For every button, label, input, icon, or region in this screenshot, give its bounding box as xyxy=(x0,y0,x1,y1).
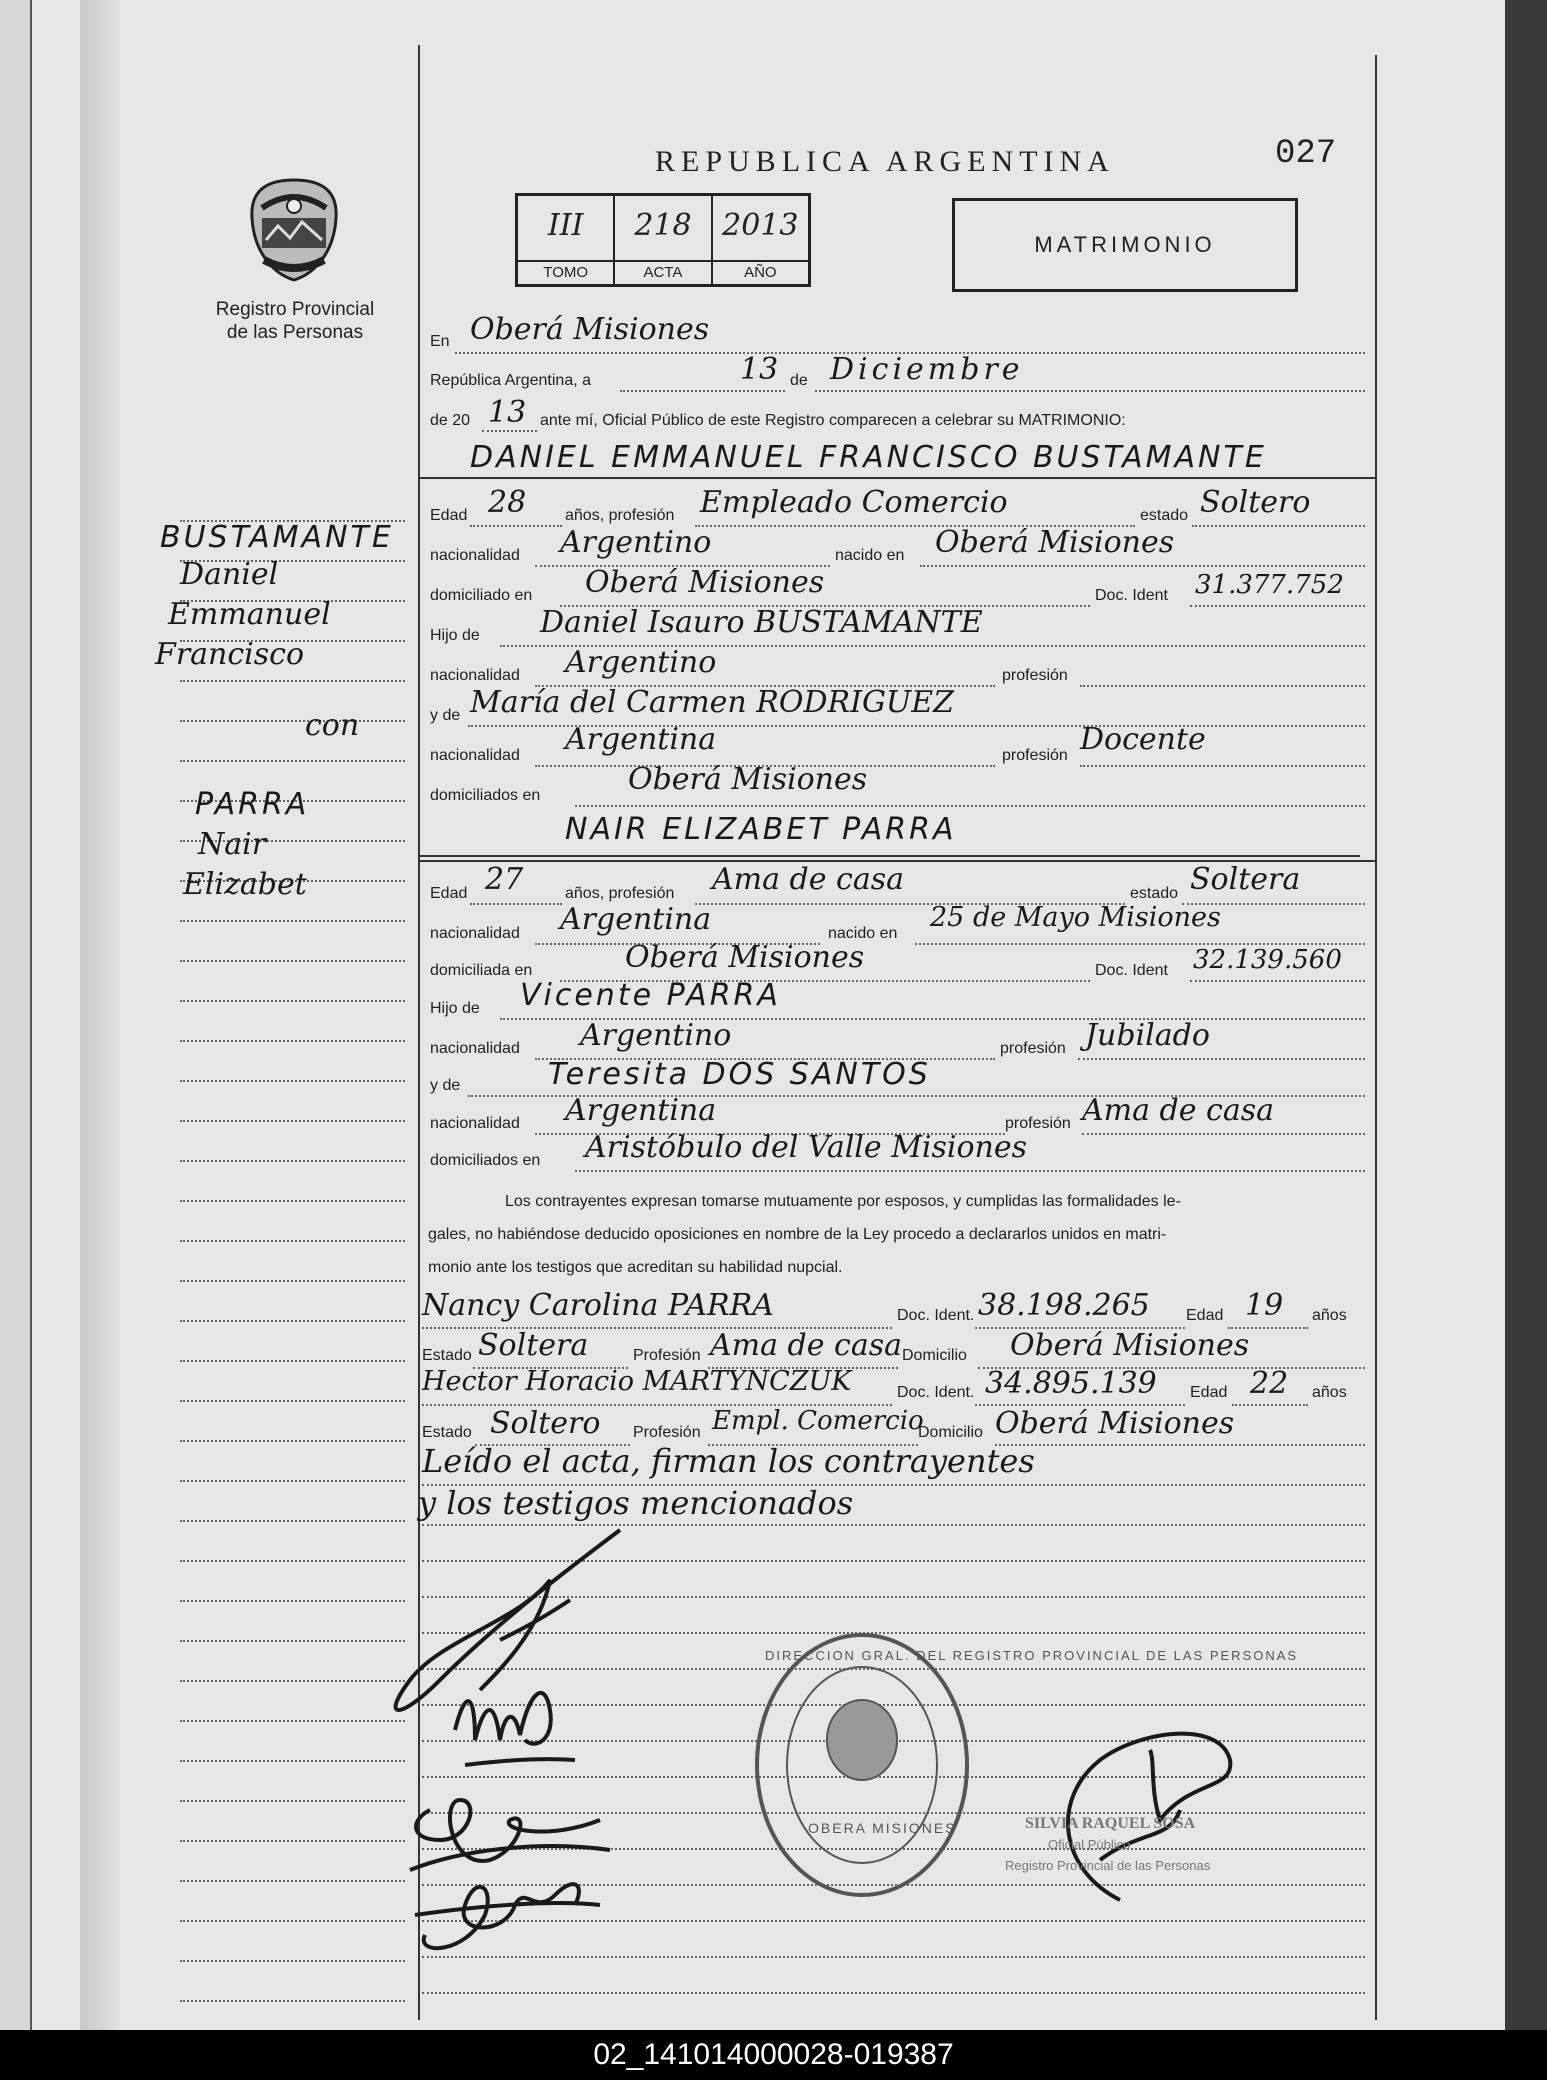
margin-line xyxy=(180,1160,405,1162)
witness2-age: 22 xyxy=(1250,1366,1289,1401)
margin-line xyxy=(180,1920,405,1922)
stamp-ring-text: DIRECCION GRAL. DEL REGISTRO PROVINCIAL DE LAS PERSONAS xyxy=(765,1648,1299,1663)
bride-profession: Ama de casa xyxy=(712,862,904,897)
registry-label-line1: Registro Provincial xyxy=(215,299,375,320)
ante-text: ante mí, Oficial Público de este Registro comparecen a celebrar su MATRIMONIO: xyxy=(540,412,1126,429)
margin-line xyxy=(180,920,405,922)
margin-line xyxy=(180,680,405,682)
groom-birthplace: Oberá Misiones xyxy=(935,525,1175,560)
month-value: Diciembre xyxy=(830,352,1024,387)
margin-note-line4: Francisco xyxy=(155,637,305,672)
fill-line xyxy=(1080,765,1365,767)
officer-stamp-title: Oficial Público xyxy=(1048,1837,1131,1852)
closing-line1: Leído el acta, firman los contrayentes xyxy=(422,1442,1035,1480)
fill-line xyxy=(470,525,562,527)
witness1-profession: Ama de casa xyxy=(710,1328,902,1363)
margin-line xyxy=(180,1320,405,1322)
bride-birthplace: 25 de Mayo Misiones xyxy=(930,902,1221,933)
bride-doc-label: Doc. Ident xyxy=(1095,962,1168,979)
groom-full-name: DANIEL EMMANUEL FRANCISCO BUSTAMANTE xyxy=(470,440,1267,475)
groom-domiciliado-label: domiciliado en xyxy=(430,587,533,604)
bride-nacido-label: nacido en xyxy=(828,925,898,942)
previous-page-edge xyxy=(0,0,32,2030)
fill-line xyxy=(482,430,537,432)
anio-value: 2013 xyxy=(722,208,799,243)
witness2-estado-label: Estado xyxy=(422,1424,472,1441)
declaration-line3: monio ante los testigos que acreditan su habilidad nupcial. xyxy=(428,1259,843,1276)
groom-mother: María del Carmen RODRIGUEZ xyxy=(470,685,954,720)
bride-age: 27 xyxy=(485,862,524,897)
witness1-estado-label: Estado xyxy=(422,1347,472,1364)
witness1-doc-label: Doc. Ident. xyxy=(897,1307,975,1324)
next-page-edge xyxy=(1505,0,1547,2030)
bride-anios-profesion-label: años, profesión xyxy=(565,885,675,902)
groom-nationality: Argentino xyxy=(560,525,712,560)
acta-cell xyxy=(615,196,712,284)
margin-line xyxy=(180,1720,405,1722)
margin-line xyxy=(180,1760,405,1762)
margin-line xyxy=(180,1200,405,1202)
fill-line xyxy=(1080,685,1365,687)
groom-parents-domicile: Oberá Misiones xyxy=(628,762,868,797)
bride-father: Vicente PARRA xyxy=(520,978,781,1013)
groom-mother-prof-label: profesión xyxy=(1002,747,1068,764)
groom-anios-profesion-label: años, profesión xyxy=(565,507,675,524)
fill-line xyxy=(920,565,1365,567)
groom-mother-nationality: Argentina xyxy=(565,722,717,757)
groom-parents-dom-label: domiciliados en xyxy=(430,787,541,804)
margin-note-line6: PARRA xyxy=(195,787,310,822)
bride-domiciliada-label: domiciliada en xyxy=(430,962,533,979)
fill-line xyxy=(620,390,785,392)
bride-domicile: Oberá Misiones xyxy=(625,940,865,975)
bride-name-line xyxy=(420,855,1360,857)
anio-cell xyxy=(713,196,808,284)
bride-edad-label: Edad xyxy=(430,885,468,902)
fill-line xyxy=(470,903,562,905)
anio-label: AÑO xyxy=(713,260,808,284)
acta-value: 218 xyxy=(634,208,692,243)
groom-yde-label: y de xyxy=(430,707,461,724)
bride-father-prof-label: profesión xyxy=(1000,1040,1066,1057)
bride-parents-domicile: Aristóbulo del Valle Misiones xyxy=(585,1130,1028,1165)
officer-stamp-registry: Registro Provincial de las Personas xyxy=(1005,1858,1211,1873)
day-value: 13 xyxy=(740,352,779,387)
registration-box xyxy=(515,193,811,287)
sig-line xyxy=(422,1992,1365,1994)
groom-name-line xyxy=(420,477,1375,479)
place-value: Oberá Misiones xyxy=(470,312,710,347)
groom-nacionalidad-label: nacionalidad xyxy=(430,547,520,564)
margin-line xyxy=(180,1840,405,1842)
witness1-domicilio-label: Domicilio xyxy=(902,1347,967,1364)
groom-father-prof-label: profesión xyxy=(1002,667,1068,684)
registry-label-line2: de las Personas xyxy=(226,322,364,343)
bride-yde-label: y de xyxy=(430,1077,461,1094)
groom-mother-nat-label: nacionalidad xyxy=(430,747,520,764)
de-label: de xyxy=(790,372,808,389)
fill-line xyxy=(995,1444,1365,1446)
witness2-anios-label: años xyxy=(1312,1384,1347,1401)
margin-line xyxy=(180,2000,405,2002)
margin-line xyxy=(180,1280,405,1282)
margin-line xyxy=(180,1400,405,1402)
page-number: 027 xyxy=(1275,135,1337,173)
margin-note-line7: Nair xyxy=(198,827,267,862)
fill-line xyxy=(1232,1404,1308,1406)
groom-doc: 31.377.752 xyxy=(1195,570,1344,600)
groom-civil-status: Soltero xyxy=(1200,485,1311,520)
fill-line xyxy=(1190,605,1365,607)
margin-line xyxy=(180,1680,405,1682)
stamp-center-text: OBERA MISIONES xyxy=(808,1820,957,1836)
republica-label: República Argentina, a xyxy=(430,372,591,389)
bride-civil-status: Soltera xyxy=(1190,862,1301,897)
margin-line xyxy=(180,1880,405,1882)
page-gutter xyxy=(80,0,120,2030)
tomo-value: III xyxy=(547,208,584,243)
bride-father-nationality: Argentino xyxy=(580,1018,732,1053)
bride-estado-label: estado xyxy=(1130,885,1179,902)
fill-line xyxy=(815,390,1365,392)
bride-hijo-label: Hijo de xyxy=(430,1000,480,1017)
bride-father-profession: Jubilado xyxy=(1085,1018,1210,1053)
fill-line xyxy=(1190,980,1365,982)
witness2-doc: 34.895.139 xyxy=(985,1366,1157,1401)
bride-mother-profession: Ama de casa xyxy=(1082,1093,1274,1128)
groom-age: 28 xyxy=(488,485,527,520)
witness1-anios-label: años xyxy=(1312,1307,1347,1324)
margin-line xyxy=(180,1240,405,1242)
witness1-profesion-label: Profesión xyxy=(633,1347,701,1364)
margin-note-surname: BUSTAMANTE xyxy=(160,520,394,555)
fill-line xyxy=(1082,1133,1365,1135)
margin-note-line3: Emmanuel xyxy=(168,597,331,632)
provincial-seal-logo xyxy=(248,178,340,282)
groom-father: Daniel Isauro BUSTAMANTE xyxy=(540,605,983,640)
witness1-age: 19 xyxy=(1245,1288,1284,1323)
margin-line xyxy=(180,1120,405,1122)
bride-mother: Teresita DOS SANTOS xyxy=(548,1057,931,1092)
acta-label: ACTA xyxy=(615,260,710,284)
margin-line xyxy=(180,1960,405,1962)
margin-line xyxy=(180,960,405,962)
witness1-edad-label: Edad xyxy=(1186,1307,1224,1324)
margin-line xyxy=(180,760,405,762)
witness1-doc: 38.198.265 xyxy=(978,1288,1150,1323)
margin-line xyxy=(180,1800,405,1802)
declaration-line1: Los contrayentes expresan tomarse mutuamente por esposos, y cumplidas las formalidades le- xyxy=(505,1193,1181,1210)
groom-nacido-label: nacido en xyxy=(835,547,905,564)
witness1-name: Nancy Carolina PARRA xyxy=(422,1288,774,1323)
margin-line xyxy=(180,1440,405,1442)
file-id-footer: 02_141014000028-019387 xyxy=(0,2030,1547,2080)
bride-nacionalidad-label: nacionalidad xyxy=(430,925,520,942)
margin-line xyxy=(180,1080,405,1082)
groom-edad-label: Edad xyxy=(430,507,468,524)
bride-full-name: NAIR ELIZABET PARRA xyxy=(565,812,957,847)
bride-mother-nat-label: nacionalidad xyxy=(430,1115,520,1132)
bride-doc: 32.139.560 xyxy=(1193,945,1342,975)
year-prefix: de 20 xyxy=(430,412,471,429)
margin-line xyxy=(180,720,405,722)
bride-mother-nationality: Argentina xyxy=(565,1093,717,1128)
margin-line xyxy=(180,1000,405,1002)
bride-parents-dom-label: domiciliados en xyxy=(430,1152,541,1169)
declaration-line2: gales, no habiéndose deducido oposiciones en nombre de la Ley procedo a declararlos unidos en matri- xyxy=(428,1226,1167,1243)
groom-hijo-label: Hijo de xyxy=(430,627,480,644)
fill-line xyxy=(575,805,1365,807)
groom-profession: Empleado Comercio xyxy=(700,485,1008,520)
groom-doc-label: Doc. Ident xyxy=(1095,587,1168,604)
margin-line xyxy=(180,1600,405,1602)
fill-line xyxy=(1078,1058,1365,1060)
registry-label xyxy=(190,298,400,344)
bride-father-nat-label: nacionalidad xyxy=(430,1040,520,1057)
witness2-doc-label: Doc. Ident. xyxy=(897,1384,975,1401)
groom-father-nationality: Argentino xyxy=(565,645,717,680)
margin-line xyxy=(180,1480,405,1482)
year-suffix-value: 13 xyxy=(488,395,527,430)
margin-note-line8: Elizabet xyxy=(183,867,307,902)
witness2-edad-label: Edad xyxy=(1190,1384,1228,1401)
tomo-cell xyxy=(518,196,615,284)
margin-line xyxy=(180,1520,405,1522)
groom-domicile: Oberá Misiones xyxy=(585,565,825,600)
groom-estado-label: estado xyxy=(1140,507,1189,524)
margin-note-con: con xyxy=(305,708,360,743)
witness2-domicilio-label: Domicilio xyxy=(918,1424,983,1441)
witness2-domicile: Oberá Misiones xyxy=(995,1406,1235,1441)
closing-line2: y los testigos mencionados xyxy=(418,1484,854,1522)
margin-line xyxy=(180,1640,405,1642)
margin-line xyxy=(180,1560,405,1562)
margin-line xyxy=(180,1040,405,1042)
fill-line xyxy=(1192,525,1365,527)
country-title: REPUBLICA ARGENTINA xyxy=(655,145,1115,178)
witness2-signature xyxy=(405,1855,605,1965)
en-label: En xyxy=(430,333,450,350)
bride-nationality: Argentina xyxy=(560,902,712,937)
margin-note-line2: Daniel xyxy=(180,557,279,592)
witness2-profesion-label: Profesión xyxy=(633,1424,701,1441)
right-border xyxy=(1375,55,1377,2020)
witness2-name: Hector Horacio MARTYNCZUK xyxy=(422,1366,852,1397)
witness2-profession: Empl. Comercio xyxy=(712,1406,924,1436)
groom-mother-profession: Docente xyxy=(1080,722,1206,757)
fill-line xyxy=(575,1170,1365,1172)
tomo-label: TOMO xyxy=(518,260,613,284)
witness1-domicile: Oberá Misiones xyxy=(1010,1328,1250,1363)
witness1-civil-status: Soltera xyxy=(478,1328,589,1363)
margin-line xyxy=(180,1360,405,1362)
bride-mother-prof-label: profesión xyxy=(1005,1115,1071,1132)
record-type-box: MATRIMONIO xyxy=(952,198,1298,292)
bride-signature xyxy=(445,1670,585,1780)
groom-father-nat-label: nacionalidad xyxy=(430,667,520,684)
registry-round-stamp xyxy=(752,1630,972,1900)
officer-stamp-name: SILVIA RAQUEL SOSA xyxy=(1025,1815,1196,1832)
witness2-civil-status: Soltero xyxy=(490,1406,601,1441)
